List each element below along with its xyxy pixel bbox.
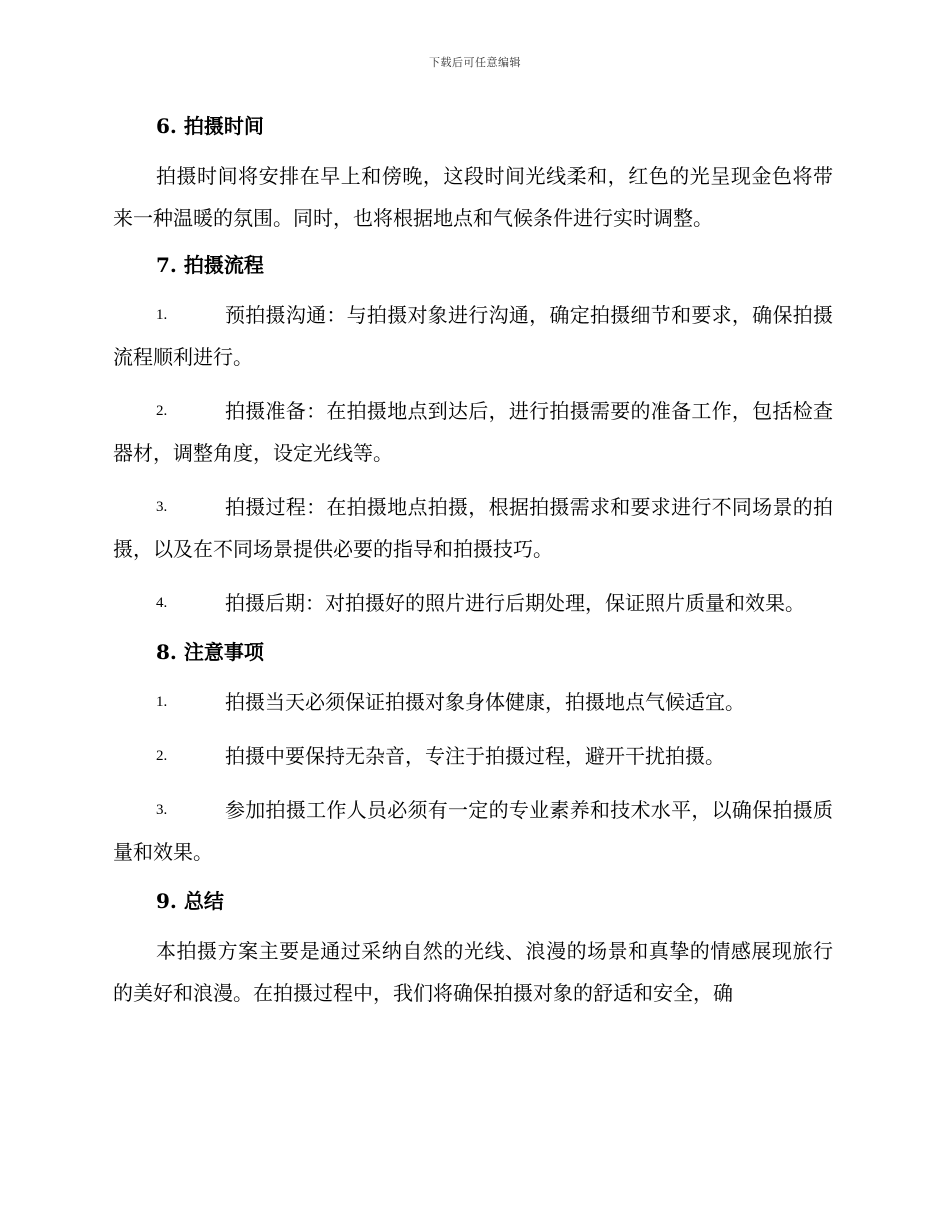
list-item-text: 拍摄过程：在拍摄地点拍摄，根据拍摄需求和要求进行不同场景的拍摄，以及在不同场景提供必要的指导和拍摄技巧。 [113,495,833,561]
list-item-text: 预拍摄沟通：与拍摄对象进行沟通，确定拍摄细节和要求，确保拍摄流程顺利进行。 [113,303,833,369]
list-item [113,681,833,723]
list-item [113,735,833,777]
section-title-summary: 9. 总结 [156,889,224,913]
list-item [113,789,833,873]
section-title-shooting-time: 6. 拍摄时间 [156,114,264,138]
paragraph-summary: 本拍摄方案主要是通过采纳自然的光线、浪漫的场景和真挚的情感展现旅行的美好和浪漫。在拍摄过程中，我们将确保拍摄对象的舒适和安全，确 [113,939,833,1005]
section-title-shooting-process: 7. 拍摄流程 [156,253,264,277]
list-number: 1. [156,307,168,323]
list-number: 3. [156,802,168,818]
list-number: 3. [156,499,168,515]
list-number: 2. [156,748,168,764]
list-item-text: 参加拍摄工作人员必须有一定的专业素养和技术水平，以确保拍摄质量和效果。 [113,798,833,864]
list-item-text: 拍摄当天必须保证拍摄对象身体健康，拍摄地点气候适宜。 [225,690,745,714]
list-item-text: 拍摄中要保持无杂音，专注于拍摄过程，避开干扰拍摄。 [225,744,725,768]
header-note: 下载后可任意编辑 [429,56,521,69]
section-title-precautions: 8. 注意事项 [156,640,264,664]
list-item [113,582,833,624]
paragraph-shooting-time: 拍摄时间将安排在早上和傍晚，这段时间光线柔和，红色的光呈现金色将带来一种温暖的氛围。同时，也将根据地点和气候条件进行实时调整。 [113,164,833,230]
list-number: 2. [156,403,168,419]
document-body [113,110,833,1024]
list-number: 4. [156,595,168,611]
list-item-text: 拍摄后期：对拍摄好的照片进行后期处理，保证照片质量和效果。 [225,591,805,615]
list-item-text: 拍摄准备：在拍摄地点到达后，进行拍摄需要的准备工作，包括检查器材，调整角度，设定光线等。 [113,399,833,465]
list-item [113,294,833,378]
list-item [113,486,833,570]
list-number: 1. [156,694,168,710]
list-item [113,390,833,474]
